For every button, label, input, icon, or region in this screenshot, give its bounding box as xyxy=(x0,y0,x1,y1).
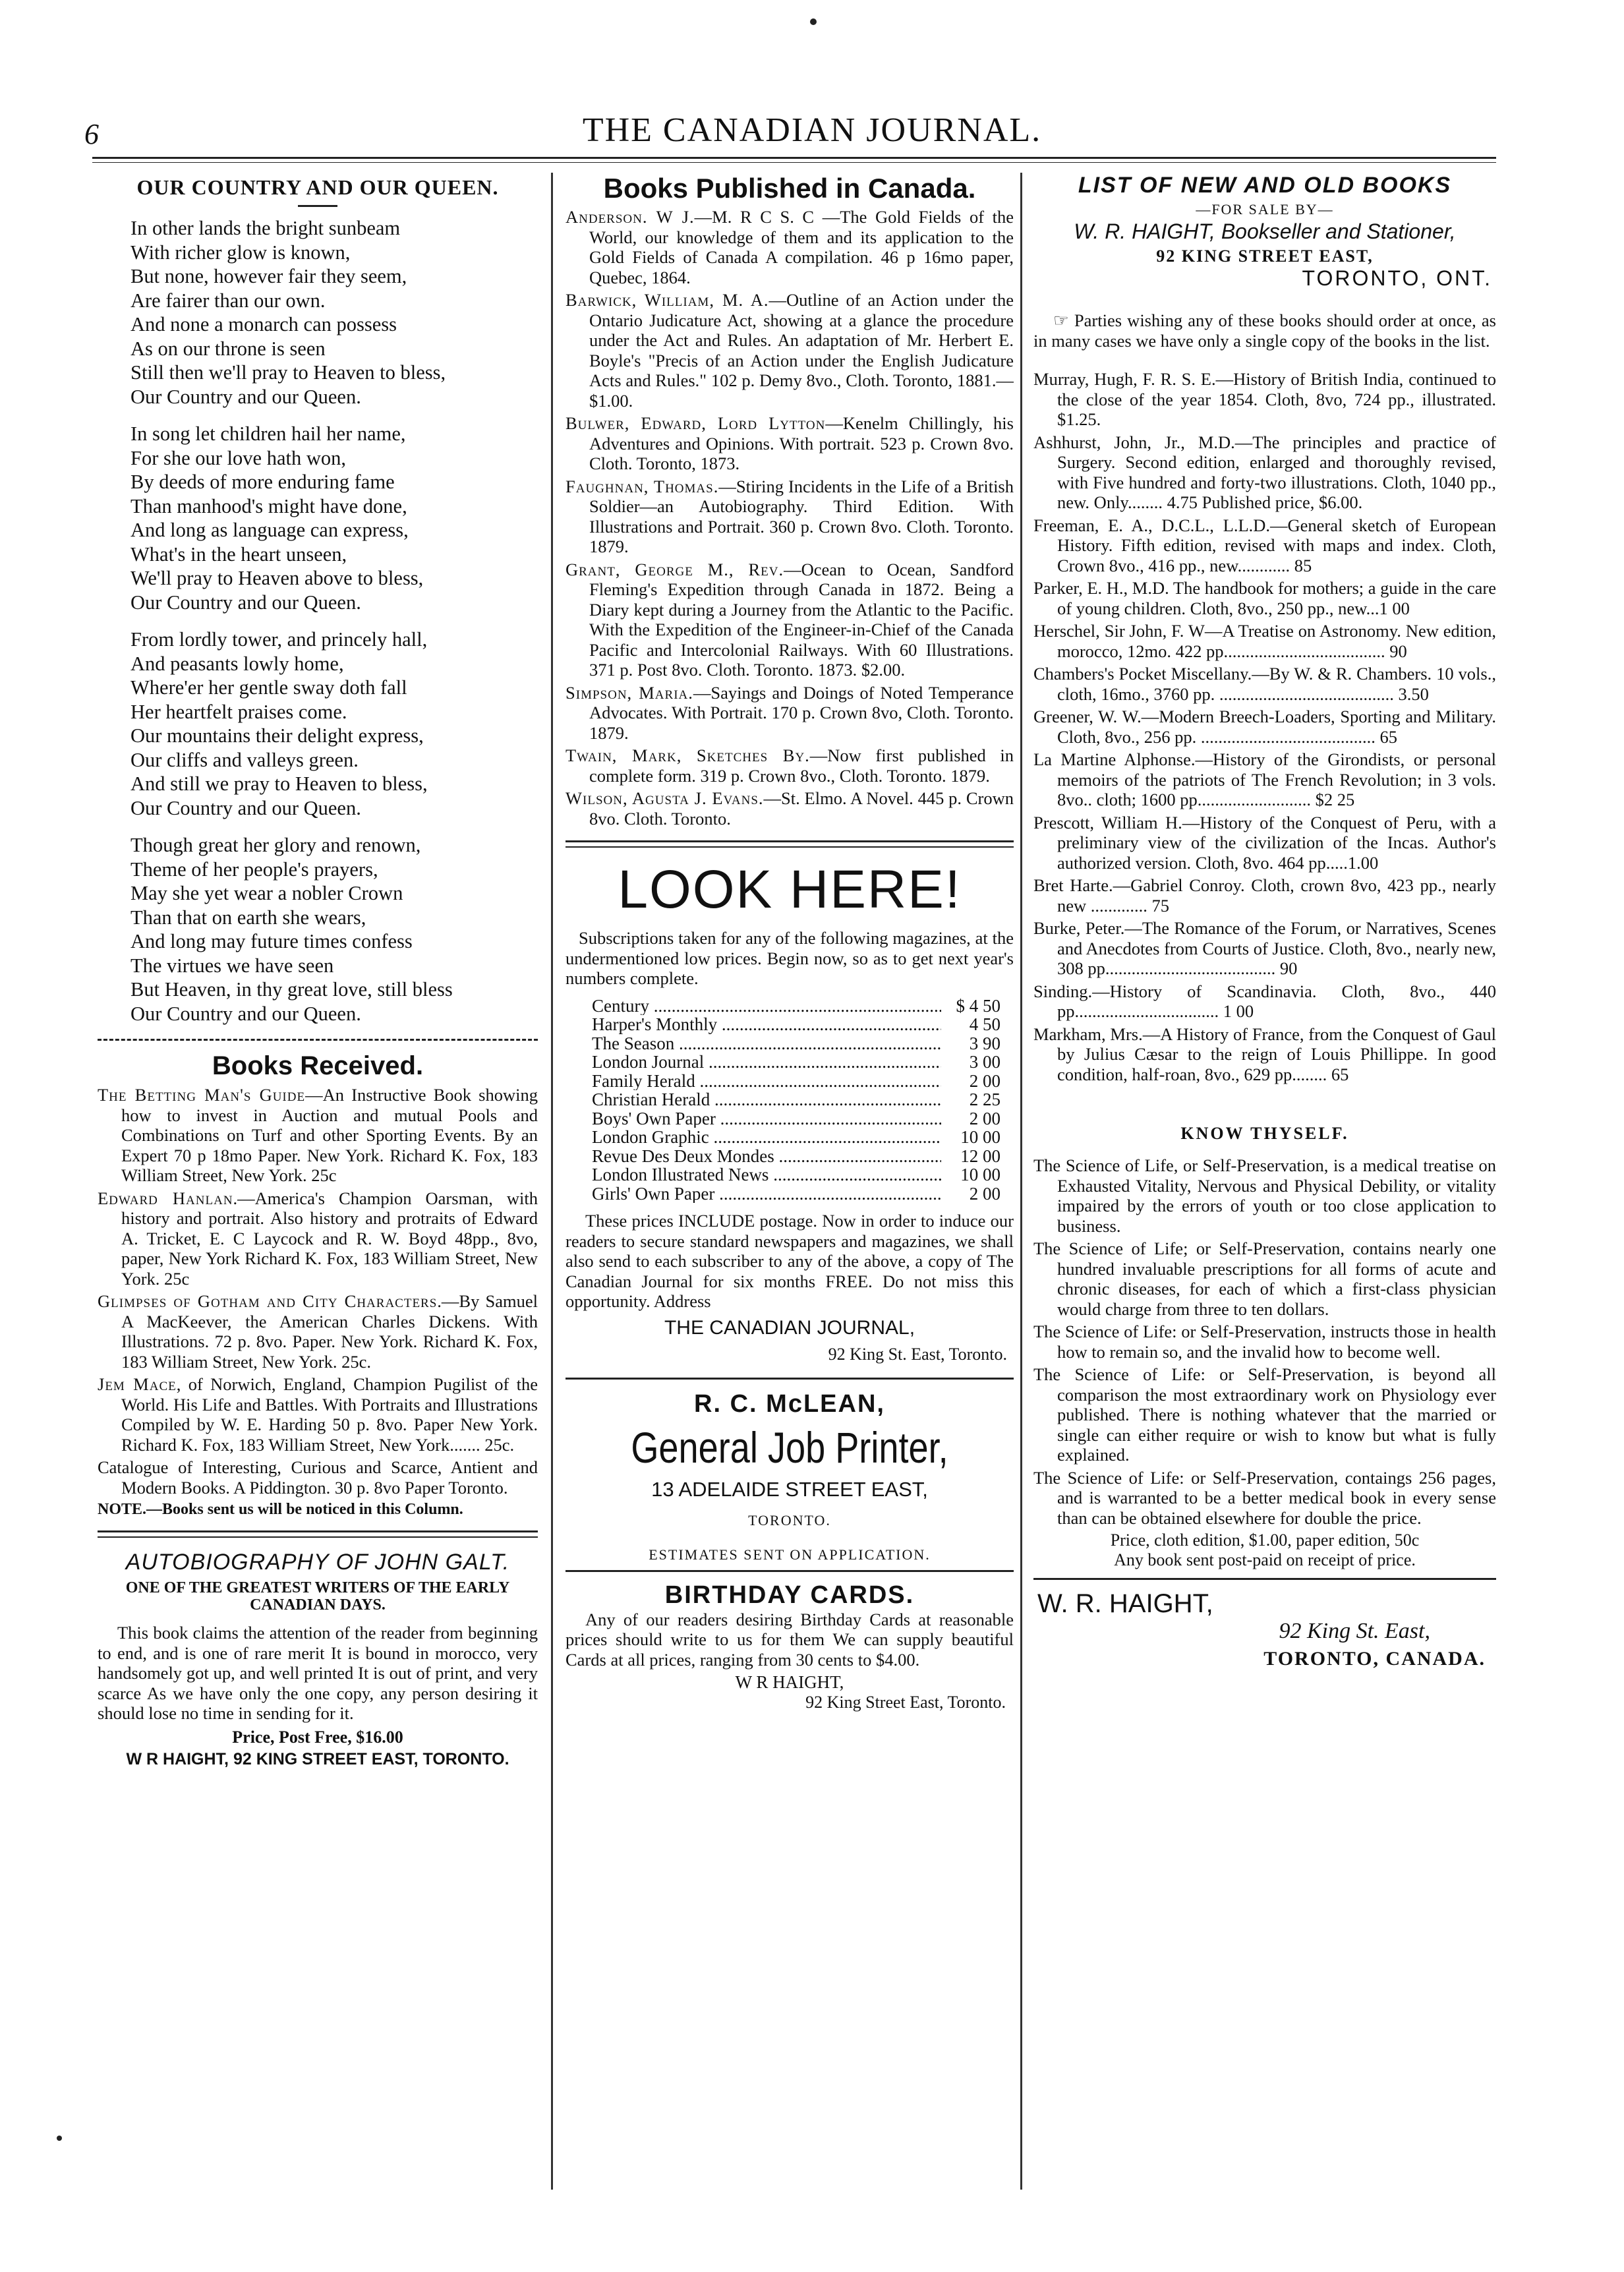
received-book-entry-text: Catalogue of Interesting, Curious and Scarce, Antient and Modern Books. A Piddington. 30 p. 8vo Paper Toronto. xyxy=(98,1457,538,1498)
poem-line: Our Country and our Queen. xyxy=(130,385,361,408)
price-row xyxy=(592,1184,1000,1204)
magazine-price: 2 25 xyxy=(969,1090,1000,1109)
poem-line: And peasants lowly home, xyxy=(130,652,344,675)
birthday-signature: W R HAIGHT, xyxy=(735,1672,844,1692)
published-book-entry-author: Anderson. W J. xyxy=(566,207,695,227)
received-book-entry xyxy=(98,1291,538,1372)
published-book-entry-author: Barwick, William, M. A. xyxy=(566,290,769,310)
published-book-entry-text: —Stiring Incidents in the Life of a British Soldier—an Autobiography. Third Edition. With Illustrations and Portrait. 360 p. Crown 8vo. Cloth. Toronto. 1879. xyxy=(589,476,1014,556)
poem-line: But none, however fair they seem, xyxy=(130,265,407,287)
published-book-entry-text: —Kenelm Chillingly, his Adventures and Opinions. With portrait. 523 p. Crown 8vo. Cloth. Toronto, 1873. xyxy=(589,413,1014,473)
poem-line: May she yet wear a nobler Crown xyxy=(130,882,403,904)
price-row xyxy=(592,1053,1000,1072)
poem-line: From lordly tower, and princely hall, xyxy=(130,628,428,651)
galt-heading: AUTOBIOGRAPHY OF JOHN GALT. xyxy=(125,1550,510,1575)
magazine-price: 12 00 xyxy=(960,1146,1000,1166)
section-divider xyxy=(566,840,1014,848)
book-list-entry: Burke, Peter.—The Romance of the Forum, or Narratives, Scenes and Anecdotes from Courts of Justice. Cloth, 8vo., nearly new, 308 pp....................................... 90 xyxy=(1033,918,1496,978)
column-divider xyxy=(1020,173,1022,2190)
book-list-entry: Ashhurst, John, Jr., M.D.—The principles and practice of Surgery. Second edition, enlarged and thoroughly revised, with Five hundred and forty-two illustrations. Cloth, 1040 pp., new. Only........ 4.75 Published price, $6.00. xyxy=(1033,432,1496,512)
know-thyself-list xyxy=(1033,1155,1496,1528)
magazine-price-list xyxy=(566,997,1014,1204)
book-list xyxy=(1033,369,1496,1084)
poem-line: Are fairer than our own. xyxy=(130,289,326,312)
magazine-name: Christian Herald ..... xyxy=(592,1090,941,1109)
poem-line: And long as language can express, xyxy=(130,519,409,541)
mclean-street: 13 ADELAIDE STREET EAST, xyxy=(651,1477,928,1501)
column-right xyxy=(1033,173,1496,1670)
magazine-price: $ 4 50 xyxy=(956,995,1000,1016)
poem-stanza xyxy=(98,216,538,409)
poem-line: As on our throne is seen xyxy=(130,337,326,360)
book-list-entry: Sinding.—History of Scandinavia. Cloth, 8vo., 440 pp................................. 1 00 xyxy=(1033,981,1496,1021)
poem-line: Our Country and our Queen. xyxy=(130,1002,361,1025)
look-here-heading: LOOK HERE! xyxy=(618,859,962,919)
magazine-price: 4 50 xyxy=(969,1014,1000,1034)
book-list-entry: Bret Harte.—Gabriel Conroy. Cloth, crown 8vo, 423 pp., nearly new ............. 75 xyxy=(1033,875,1496,916)
published-book-entry xyxy=(566,207,1014,287)
published-book-entry-author: Wilson, Agusta J. Evans. xyxy=(566,788,764,808)
poem-title: OUR COUNTRY AND OUR QUEEN. xyxy=(136,175,499,199)
poem-line: By deeds of more enduring fame xyxy=(130,471,395,493)
look-here-intro: Subscriptions taken for any of the following magazines, at the undermentioned low prices. Begin now, so as to get next year's numbers complete. xyxy=(566,928,1014,988)
poem-line: Our cliffs and valleys green. xyxy=(130,748,359,771)
column-middle xyxy=(566,173,1014,1712)
poem-line: For she our love hath won, xyxy=(130,446,346,469)
published-book-entry-text: —Outline of an Action under the Ontario Judicature Act, showing at a glance the procedure under the Act and Rules. An adaptation of Mr. Herbert E. Boyle's "Precis of an Action under the English Judicature Acts and Rules." 102 p. Demy 8vo., Cloth. Toronto, 1881.—$1.00. xyxy=(589,290,1014,411)
received-book-entry-author: The Betting Man's Guide xyxy=(98,1085,306,1105)
title-underline xyxy=(298,205,337,207)
poem-line: We'll pray to Heaven above to bless, xyxy=(130,567,424,589)
published-book-entry-text: —Sayings and Doings of Noted Temperance Advocates. With Portrait. 170 p. Crown 8vo, Cloth. Toronto. 1879. xyxy=(589,682,1014,743)
poem-line: In other lands the bright sunbeam xyxy=(130,217,401,239)
haight-footer-street: 92 King St. East, xyxy=(1279,1619,1430,1643)
pointing-hand-icon: ☞ xyxy=(1053,310,1074,330)
ink-speck xyxy=(57,2136,62,2141)
magazine-name: Harper's Monthly ..... xyxy=(592,1015,941,1034)
poem-line: And none a monarch can possess xyxy=(130,313,397,335)
mclean-estimates: ESTIMATES SENT ON APPLICATION. xyxy=(649,1546,931,1563)
published-book-entry xyxy=(566,290,1014,411)
book-list-notice: ☞ Parties wishing any of these books should order at once, as in many cases we have only a single copy of the books in the list. xyxy=(1033,310,1496,351)
poem-line: Theme of her people's prayers, xyxy=(130,858,378,881)
galt-price: Price, Post Free, $16.00 xyxy=(232,1727,403,1747)
price-row xyxy=(592,1165,1000,1184)
know-thyself-entry: The Science of Life; or Self-Preservation, contains nearly one hundred invaluable prescriptions for all forms of acute and chronic diseases, for each of which a first-class physician would charge from three to ten dollars. xyxy=(1033,1238,1496,1319)
know-thyself-postpaid: Any book sent post-paid on receipt of price. xyxy=(1114,1550,1416,1569)
column-left xyxy=(98,173,538,1769)
price-row xyxy=(592,1128,1000,1147)
book-list-entry: Prescott, William H.—History of the Conquest of Peru, with a preliminary view of the civilization of the Incas. Author's authorized version. Cloth, 8vo. 464 pp.....1.00 xyxy=(1033,812,1496,873)
received-book-entry-text: , of Norwich, England, Champion Pugilist of the World. His Life and Battles. With Portraits and Illustrations Compiled by W. E. Harding 50 p. 8vo. Paper New York. Richard K. Fox, 183 William Street, New York....... 25c. xyxy=(121,1374,538,1455)
poem-line: Our Country and our Queen. xyxy=(130,796,361,819)
poem-line: What's in the heart unseen, xyxy=(130,542,347,566)
know-thyself-entry: The Science of Life: or Self-Preservation, is beyond all comparison the most extraordinary work on Physiology ever published. There is nothing whatever that the married or single can either require or wish to know but what is fully explained. xyxy=(1033,1364,1496,1465)
published-book-entry-text: —M. R C S. C —The Gold Fields of the World, our knowledge of them and its application to the Gold Fields of Canada A compilation. 46 p 16mo paper, Quebec, 1864. xyxy=(589,207,1014,287)
magazine-price: 10 00 xyxy=(960,1165,1000,1184)
bookseller-street: 92 KING STREET EAST, xyxy=(1156,247,1374,266)
poem-line: Than manhood's might have done, xyxy=(130,494,407,517)
published-book-entry-text: —Ocean to Ocean, Sandford Fleming's Expedition through Canada in 1872. Being a Diary kept during a Journey from the Atlantic to the Pacific. With the Expedition of the Engineer-in-Chief of the Canada Pacific and Intercolonial Railways. With 60 Illustrations. 371 p. Post 8vo. Cloth. Toronto. 1873. $2.00. xyxy=(589,559,1014,680)
poem-line: In song let children hail her name, xyxy=(130,422,406,445)
poem-line: Our Country and our Queen. xyxy=(130,591,361,614)
received-book-entry xyxy=(98,1188,538,1289)
published-book-entry-author: Twain, Mark, Sketches By. xyxy=(566,745,810,765)
price-row xyxy=(592,1034,1000,1053)
header-rule-thin xyxy=(92,162,1496,163)
book-list-heading: LIST OF NEW AND OLD BOOKS xyxy=(1078,173,1452,198)
galt-address: W R HAIGHT, 92 KING STREET EAST, TORONTO. xyxy=(126,1749,509,1768)
birthday-cards-heading: BIRTHDAY CARDS. xyxy=(664,1581,915,1609)
poem-line: Where'er her gentle sway doth fall xyxy=(130,676,407,699)
birthday-cards-body: Any of our readers desiring Birthday Cards at reasonable prices should write to us for them We can supply beautiful Cards at all prices, ranging from 30 cents to $4.00. xyxy=(566,1609,1014,1670)
haight-footer-name: W. R. HAIGHT, xyxy=(1037,1589,1213,1618)
poem-line: The virtues we have seen xyxy=(130,954,334,977)
book-list-entry: Chambers's Pocket Miscellany.—By W. & R. Chambers. 10 vols., cloth, 16mo., 3760 pp. ........................................ 3.50 xyxy=(1033,664,1496,704)
poem-line: And still we pray to Heaven to bless, xyxy=(130,772,428,795)
magazine-name: Boys' Own Paper ..... xyxy=(592,1109,941,1128)
price-row xyxy=(592,1015,1000,1034)
know-thyself-entry: The Science of Life: or Self-Preservation, instructs those in health how to remain so, and the invalid how to become well. xyxy=(1033,1322,1496,1362)
page-number: 6 xyxy=(84,118,99,150)
magazine-name: The Season ..... xyxy=(592,1034,941,1053)
running-head: THE CANADIAN JOURNAL. xyxy=(582,111,1042,149)
section-divider xyxy=(1033,1578,1496,1580)
galt-subtitle: ONE OF THE GREATEST WRITERS OF THE EARLY CANADIAN DAYS. xyxy=(125,1579,510,1614)
poem-stanza xyxy=(98,833,538,1026)
published-book-entry xyxy=(566,413,1014,474)
for-sale-by: —FOR SALE BY— xyxy=(1196,201,1334,218)
published-book-entry-author: Faughnan, Thomas. xyxy=(566,476,719,496)
book-list-entry: La Martine Alphonse.—History of the Girondists, or personal memoirs of the patriots of The French Revolution; in 3 vols. 8vo.. cloth; 1600 pp.......................... $2 25 xyxy=(1033,749,1496,809)
section-divider xyxy=(566,1378,1014,1380)
haight-footer-city: TORONTO, CANADA. xyxy=(1263,1648,1486,1670)
birthday-address: 92 King Street East, Toronto. xyxy=(805,1693,1006,1712)
magazine-name: Girls' Own Paper ..... xyxy=(592,1184,941,1204)
know-thyself-price: Price, cloth edition, $1.00, paper edition, 50c xyxy=(1110,1530,1420,1550)
book-list-entry: Herschel, Sir John, F. W—A Treatise on Astronomy. New edition, morocco, 12mo. 422 pp..................................... 90 xyxy=(1033,621,1496,661)
mclean-city: TORONTO. xyxy=(748,1511,831,1529)
price-row xyxy=(592,1090,1000,1109)
received-book-entry-text: —An Instructive Book showing how to invest in Auction and mutual Pools and Combinations on Turf and other Sporting Events. By an Expert 70 p 18mo Paper. New York. Richard K. Fox, 183 William Street, New York. 25c xyxy=(121,1085,538,1185)
published-book-entry-text: —Now first published in complete form. 319 p. Crown 8vo., Cloth. Toronto. 1879. xyxy=(589,745,1014,786)
galt-description: This book claims the attention of the reader from beginning to end, and is one of rare merit It is bound in morocco, very handsomely got up, and well printed It is out of print, and very scarce As we have only the one copy, any person desiring it should lose no time in sending for it. xyxy=(98,1623,538,1723)
published-book-entry-author: Simpson, Maria. xyxy=(566,682,693,703)
poem-line: And long may future times confess xyxy=(130,930,413,952)
magazine-price: 2 00 xyxy=(969,1183,1000,1204)
price-row xyxy=(592,1072,1000,1091)
book-list-entry: Murray, Hugh, F. R. S. E.—History of British India, continued to the close of the year 1854. Cloth, 8vo, 724 pp., illustrated. $1.25. xyxy=(1033,369,1496,429)
books-received-heading: Books Received. xyxy=(212,1051,424,1080)
header-rule xyxy=(92,157,1496,159)
know-thyself-entry: The Science of Life: or Self-Preservation, contaings 256 pages, and is warranted to be a better medical book in every sense than can be obtained elsewhere for double the price. xyxy=(1033,1467,1496,1528)
magazine-name: Family Herald ..... xyxy=(592,1072,941,1091)
books-published-heading: Books Published in Canada. xyxy=(603,173,976,204)
bookseller-name: W. R. HAIGHT, Bookseller and Stationer, xyxy=(1074,219,1456,243)
poem-line: Still then we'll pray to Heaven to bless, xyxy=(130,361,446,384)
column-divider xyxy=(551,173,553,2190)
published-book-entry xyxy=(566,745,1014,786)
magazine-price: 2 00 xyxy=(969,1108,1000,1128)
poem-stanza xyxy=(98,627,538,820)
received-book-entry xyxy=(98,1085,538,1186)
published-book-entry xyxy=(566,683,1014,743)
ink-speck xyxy=(810,18,817,25)
poem-line: Our mountains their delight express, xyxy=(130,724,424,747)
section-divider xyxy=(98,1039,538,1041)
book-list-entry: Greener, W. W.—Modern Breech-Loaders, Sporting and Military. Cloth, 8vo., 256 pp. ........................................ 65 xyxy=(1033,707,1496,747)
price-row xyxy=(592,1147,1000,1166)
section-divider xyxy=(98,1530,538,1538)
poem-stanza xyxy=(98,422,538,614)
look-here-offer: These prices INCLUDE postage. Now in order to induce our readers to secure standard newspapers and magazines, we shall also send to each subscriber to any of the above, a copy of The Canadian Journal for six months FREE. Do not miss this opportunity. Address xyxy=(566,1211,1014,1311)
look-here-address: 92 King St. East, Toronto. xyxy=(828,1344,1007,1364)
bookseller-city: TORONTO, ONT. xyxy=(1302,266,1492,290)
book-list-entry: Markham, Mrs.—A History of France, from the Conquest of Gaul by Julius Cæsar to the reign of Louis Phillippe. In good condition, half-roan, 8vo., 629 pp........ 65 xyxy=(1033,1024,1496,1084)
price-row xyxy=(592,1109,1000,1128)
know-thyself-heading: KNOW THYSELF. xyxy=(1180,1124,1349,1143)
books-published-list xyxy=(566,207,1014,829)
mclean-name: R. C. McLEAN, xyxy=(694,1389,885,1418)
magazine-name: London Journal ..... xyxy=(592,1053,941,1072)
magazine-name: London Illustrated News ..... xyxy=(592,1165,941,1184)
magazine-price: 3 00 xyxy=(969,1052,1000,1072)
poem-body xyxy=(98,216,538,1026)
published-book-entry xyxy=(566,477,1014,557)
received-book-entry-author: Jem Mace xyxy=(98,1374,177,1394)
poem-line: Her heartfelt praises come. xyxy=(130,700,347,723)
magazine-name: Revue Des Deux Mondes ..... xyxy=(592,1147,941,1166)
published-book-entry-author: Bulwer, Edward, Lord Lytton xyxy=(566,413,826,433)
job-printer-heading: General Job Printer, xyxy=(631,1422,948,1472)
received-book-entry-text: .—America's Champion Oarsman, with history and portrait. Also history and protraits of Edward A. Tricket, E. C Laycock and R. W. Boyd 48pp., 8vo, paper, New York Richard K. Fox, 183 William Street, New York. 25c xyxy=(121,1188,538,1289)
price-row xyxy=(592,997,1000,1016)
poem-line: With richer glow is known, xyxy=(130,241,351,264)
published-book-entry xyxy=(566,560,1014,680)
published-book-entry xyxy=(566,788,1014,829)
received-book-entry-text: .—By Samuel A MacKeever, the American Charles Dickens. With Illustrations. 72 p. 8vo. Paper. New York. Richard K. Fox, 183 William Street, New York. 25c. xyxy=(121,1291,538,1372)
magazine-price: 2 00 xyxy=(969,1070,1000,1091)
received-book-entry xyxy=(98,1374,538,1455)
magazine-price: 3 90 xyxy=(969,1033,1000,1053)
poem-line: Though great her glory and renown, xyxy=(130,834,421,856)
books-received-note: NOTE.—Books sent us will be noticed in this Column. xyxy=(98,1501,463,1518)
received-book-entry-author: Glimpses of Gotham and City Characters xyxy=(98,1291,438,1311)
poem-line: But Heaven, in thy great love, still bless xyxy=(130,978,453,1001)
magazine-name: Century ..... xyxy=(592,997,941,1016)
know-thyself-entry: The Science of Life, or Self-Preservation, is a medical treatise on Exhausted Vitality, Nervous and Physical Debility, or vitality impaired by the errors of youth or too close application to business. xyxy=(1033,1155,1496,1236)
magazine-price: 10 00 xyxy=(960,1127,1000,1147)
published-book-entry-author: Grant, George M., Rev. xyxy=(566,559,784,579)
book-list-entry: Parker, E. H., M.D. The handbook for mothers; a guide in the care of young children. Cloth, 8vo., 250 pp., new...1 00 xyxy=(1033,578,1496,618)
received-book-entry xyxy=(98,1457,538,1498)
look-here-addressee: THE CANADIAN JOURNAL, xyxy=(664,1316,915,1339)
poem-line: Than that on earth she wears, xyxy=(130,906,366,929)
published-book-entry-text: —St. Elmo. A Novel. 445 p. Crown 8vo. Cloth. Toronto. xyxy=(589,788,1014,829)
received-book-entry-author: Edward Hanlan xyxy=(98,1188,233,1208)
book-list-entry: Freeman, E. A., D.C.L., L.L.D.—General sketch of European History. Fifth edition, revised with maps and index. Cloth, Crown 8vo., 416 pp., new............ 85 xyxy=(1033,515,1496,575)
section-divider xyxy=(566,1570,1014,1572)
magazine-name: London Graphic ..... xyxy=(592,1128,941,1147)
books-received-list xyxy=(98,1085,538,1498)
